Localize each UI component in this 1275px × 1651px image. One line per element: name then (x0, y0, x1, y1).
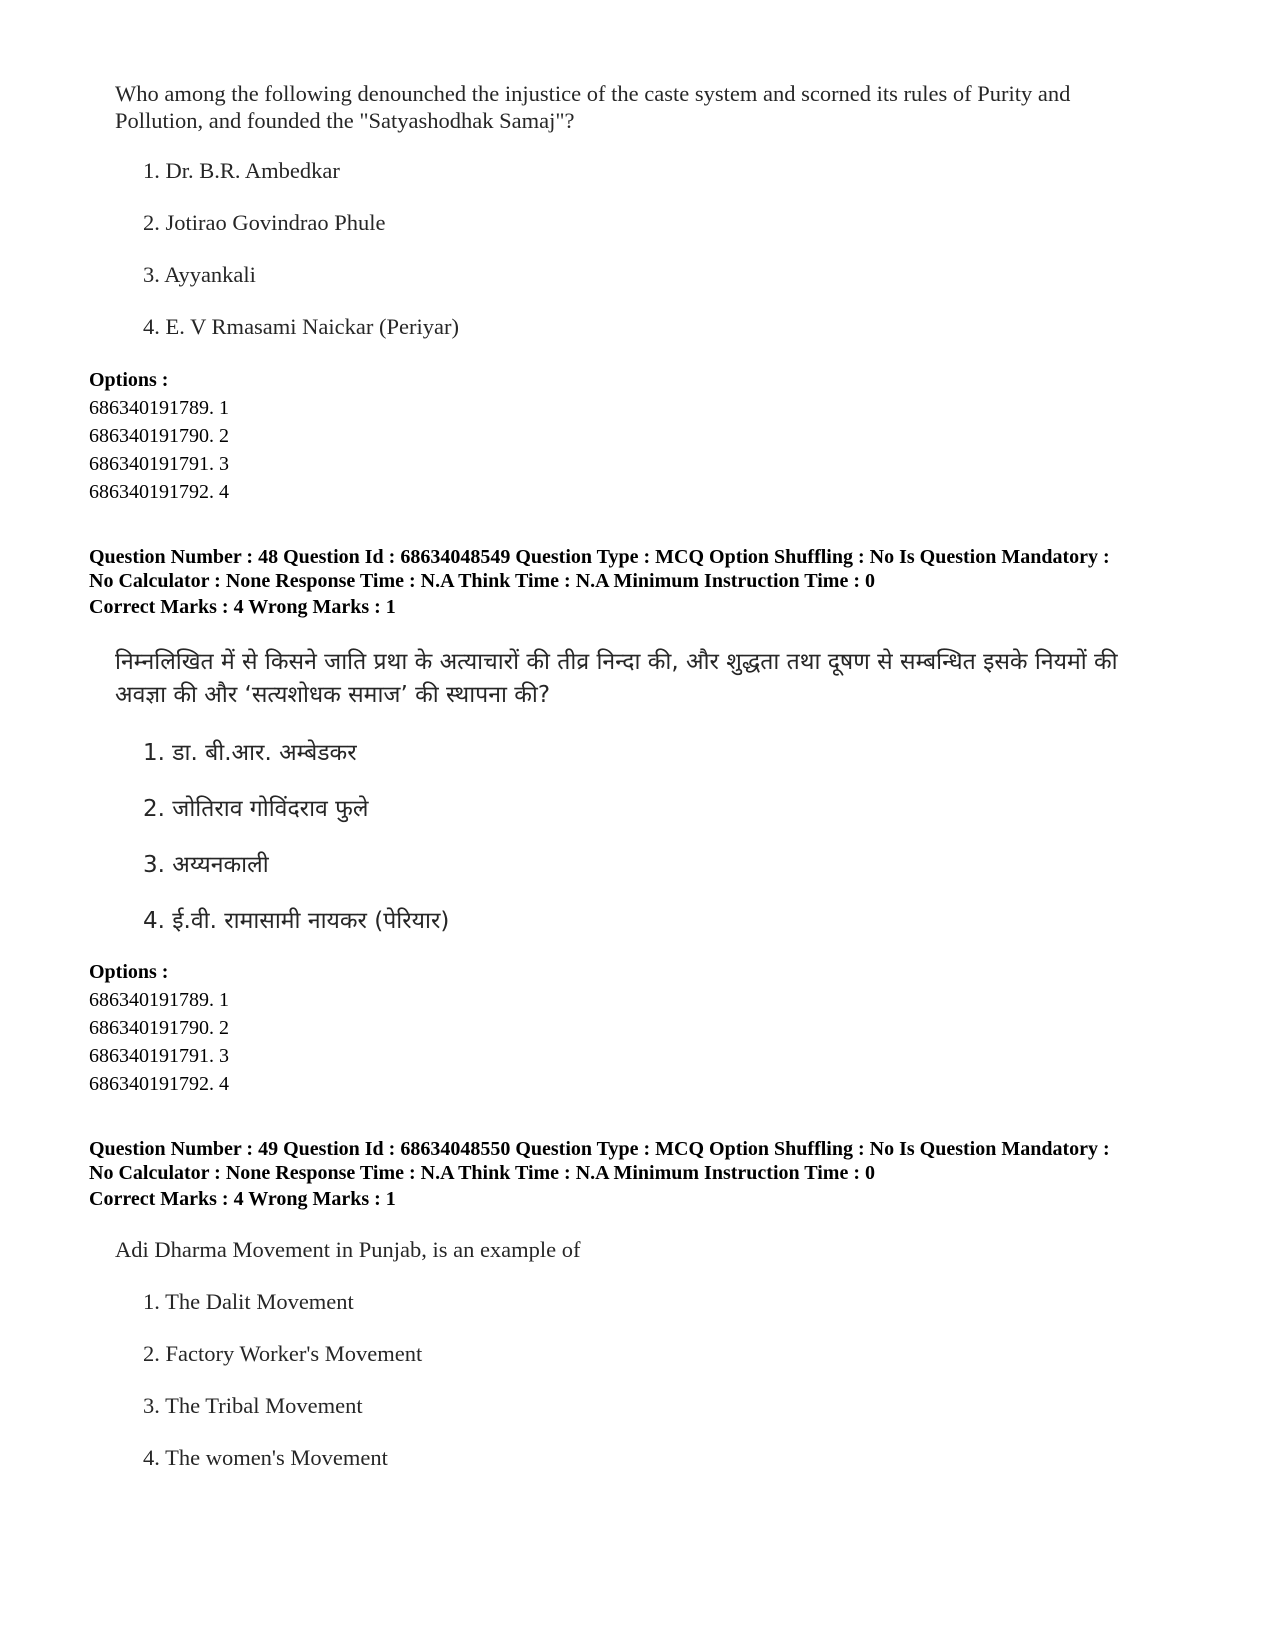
q48-choice-4: 4. ई.वी. रामासामी नायकर (पेरियार) (143, 908, 450, 934)
q48-choice-3: 3. अय्यनकाली (143, 852, 269, 878)
q47-question-line1: Who among the following denounched the injustice of the caste system and scorned its rules of Purity and (115, 81, 1071, 106)
q47-option-3: 686340191791. 3 (89, 453, 229, 475)
q47-choice-2: 2. Jotirao Govindrao Phule (143, 210, 386, 235)
q49-question-text: Adi Dharma Movement in Punjab, is an example of (115, 1237, 581, 1262)
q49-choice-1: 1. The Dalit Movement (143, 1289, 354, 1314)
q49-meta (89, 1137, 1110, 1185)
q48-option-2: 686340191790. 2 (89, 1017, 229, 1039)
q49-choice-2: 2. Factory Worker's Movement (143, 1341, 423, 1366)
q48-question-text (115, 646, 1118, 712)
q48-choice-1: 1. डा. बी.आर. अम्बेडकर (143, 740, 357, 766)
q48-options-label: Options : (89, 961, 169, 983)
q48-question-line2: अवज्ञा की और ‘सत्यशोधक समाज’ की स्थापना की? (115, 682, 551, 708)
q48-meta (89, 545, 1110, 593)
q47-choice-3: 3. Ayyankali (143, 262, 256, 287)
q48-option-4: 686340191792. 4 (89, 1073, 229, 1095)
q47-options-label: Options : (89, 369, 169, 391)
q49-meta-line2: No Calculator : None Response Time : N.A Think Time : N.A Minimum Instruction Time : 0 (89, 1162, 875, 1184)
q47-option-4: 686340191792. 4 (89, 481, 229, 503)
q49-choice-3: 3. The Tribal Movement (143, 1393, 363, 1418)
q48-choice-2: 2. जोतिराव गोविंदराव फुले (143, 796, 369, 822)
q47-question-line2: Pollution, and founded the "Satyashodhak Samaj"? (115, 108, 575, 133)
q48-option-3: 686340191791. 3 (89, 1045, 229, 1067)
q48-question-line1: निम्नलिखित में से किसने जाति प्रथा के अत्याचारों की तीव्र निन्दा की, और शुद्धता तथा दूषण से सम्बन्धित इसके नियमों की (115, 649, 1118, 675)
q48-meta-line1: Question Number : 48 Question Id : 68634048549 Question Type : MCQ Option Shuffling : No Is Question Mandatory : (89, 546, 1110, 568)
q48-option-1: 686340191789. 1 (89, 989, 229, 1011)
q47-question-text (115, 80, 1070, 134)
q48-meta-line2: No Calculator : None Response Time : N.A Think Time : N.A Minimum Instruction Time : 0 (89, 570, 875, 592)
q47-option-2: 686340191790. 2 (89, 425, 229, 447)
q47-option-1: 686340191789. 1 (89, 397, 229, 419)
q47-choice-1: 1. Dr. B.R. Ambedkar (143, 158, 340, 183)
q49-marks: Correct Marks : 4 Wrong Marks : 1 (89, 1188, 396, 1210)
q47-choice-4: 4. E. V Rmasami Naickar (Periyar) (143, 314, 459, 339)
q49-meta-line1: Question Number : 49 Question Id : 68634048550 Question Type : MCQ Option Shuffling : No Is Question Mandatory : (89, 1138, 1110, 1160)
q49-choice-4: 4. The women's Movement (143, 1445, 388, 1470)
q48-marks: Correct Marks : 4 Wrong Marks : 1 (89, 596, 396, 618)
